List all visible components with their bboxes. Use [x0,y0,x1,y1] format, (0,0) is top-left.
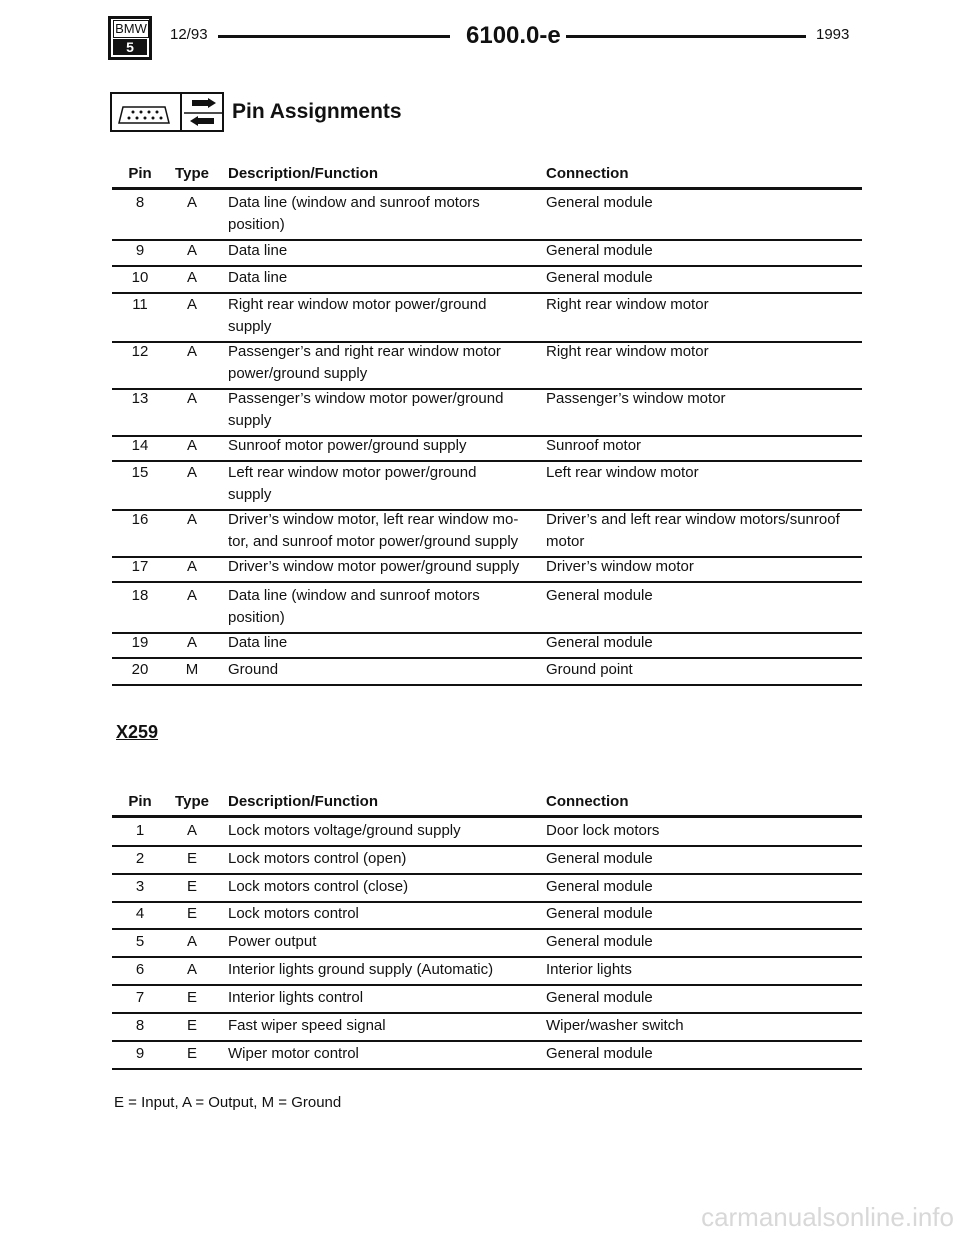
description-line: Left rear window motor power/ground [228,464,477,481]
pin-type: A [186,464,197,481]
connection-line: Sunroof motor [546,437,642,454]
connection-line: Right rear window motor [546,343,709,360]
connection-line: General module [546,905,653,922]
row-rule [112,1040,862,1042]
pin-type: E [186,905,197,922]
connector-plug-icon [113,95,179,131]
description-line: Fast wiper speed signal [228,1017,386,1034]
description-line: Driver’s window motor, left rear window mo- [228,511,519,528]
pin-direction-icon [184,95,224,131]
pin-number: 4 [135,905,145,922]
description-line: Data line [228,242,288,259]
pin-type: A [186,269,197,286]
row-rule [112,581,862,583]
pin-type: A [186,558,197,575]
column-header: Pin [128,793,152,810]
pin-number: 9 [135,1045,145,1062]
connector-symbol [110,92,224,132]
pin-type: E [186,878,197,895]
logo-top-text: BMW [113,20,149,38]
connection-line: General module [546,634,653,651]
pin-number: 19 [131,634,149,651]
pin-type: A [186,343,197,360]
description-line: Passenger’s and right rear window motor [228,343,501,360]
description-line: Interior lights control [228,989,364,1006]
pin-number: 16 [131,511,149,528]
connection-line: Wiper/washer switch [546,1017,684,1034]
header-date: 12/93 [170,26,208,43]
pin-type: E [186,1045,197,1062]
document-number: 6100.0-e [466,22,561,49]
connection-line: Interior lights [546,961,632,978]
connection-line: General module [546,878,653,895]
logo-bottom-text: 5 [113,39,147,55]
description-line: Passenger’s window motor power/ground [228,390,504,407]
column-header: Type [175,165,209,182]
connection-line: General module [546,587,653,604]
row-rule [112,657,862,659]
description-line: supply [228,486,272,503]
column-header: Connection [546,793,629,810]
header-year: 1993 [816,26,850,43]
pin-type: M [185,661,199,678]
connector-x259-label: X259 [116,722,159,742]
pin-number: 5 [135,933,145,950]
description-line: position) [228,609,285,626]
description-line: Wiper motor control [228,1045,359,1062]
pin-number: 11 [132,296,148,313]
watermark: carmanualsonline.info [701,1202,954,1232]
description-line: Lock motors control (close) [228,878,409,895]
column-header: Description/Function [228,165,378,182]
row-rule [112,265,862,267]
column-header: Type [175,793,209,810]
pin-type: A [186,437,197,454]
description-line: Ground [228,661,279,678]
pin-type: E [186,989,197,1006]
pin-number: 6 [135,961,145,978]
connection-line: Door lock motors [546,822,660,839]
pin-type: A [186,933,197,950]
connection-line: Driver’s window motor [546,558,694,575]
connection-line: Left rear window motor [546,464,699,481]
description-line: Data line [228,634,288,651]
description-line: power/ground supply [228,365,368,382]
description-line: Right rear window motor power/ground [228,296,487,313]
row-rule [112,684,862,686]
row-rule [112,956,862,958]
connection-line: motor [546,533,585,550]
connection-line: General module [546,269,653,286]
header-rule-left [218,35,450,38]
pin-number: 15 [131,464,149,481]
row-rule [112,292,862,294]
type-legend: E = Input, A = Output, M = Ground [114,1094,342,1111]
connection-line: General module [546,242,653,259]
connection-line: Driver’s and left rear window motors/sunroof [546,511,840,528]
description-line: tor, and sunroof motor power/ground supply [228,533,519,550]
description-line: Data line (window and sunroof motors [228,194,480,211]
description-line: Data line [228,269,288,286]
column-header: Description/Function [228,793,378,810]
connection-line: Passenger’s window motor [546,390,726,407]
connection-line: General module [546,1045,653,1062]
row-rule [112,239,862,241]
header-rule [112,187,862,190]
pin-type: E [186,850,197,867]
row-rule [112,460,862,462]
pin-number: 9 [135,242,145,259]
section-title: Pin Assignments [232,100,402,123]
connection-line: General module [546,933,653,950]
pin-number: 3 [135,878,145,895]
connector-symbol-divider [180,94,182,130]
pin-number: 18 [131,587,149,604]
pin-number: 8 [135,194,145,211]
description-line: Sunroof motor power/ground supply [228,437,467,454]
row-rule [112,901,862,903]
description-line: position) [228,216,285,233]
pin-type: A [186,390,197,407]
pin-number: 8 [135,1017,145,1034]
description-line: supply [228,412,272,429]
pin-number: 12 [131,343,149,360]
connection-line: Right rear window motor [546,296,709,313]
description-line: Data line (window and sunroof motors [228,587,480,604]
header-rule [112,815,862,818]
description-line: Lock motors control (open) [228,850,407,867]
pin-type: A [186,242,197,259]
pin-type: A [186,511,197,528]
pin-type: A [186,296,197,313]
row-rule [112,873,862,875]
pin-type: A [186,587,197,604]
row-rule [112,632,862,634]
pin-type: A [186,961,197,978]
row-rule [112,435,862,437]
pin-type: E [186,1017,197,1034]
pin-number: 2 [135,850,145,867]
row-rule [112,928,862,930]
pin-type: A [186,634,197,651]
description-line: Power output [228,933,317,950]
column-header: Connection [546,165,629,182]
description-line: Driver’s window motor power/ground supply [228,558,520,575]
description-line: Interior lights ground supply (Automatic) [228,961,494,978]
pin-number: 14 [131,437,149,454]
connection-line: General module [546,989,653,1006]
pin-type: A [186,822,197,839]
pin-number: 20 [131,661,149,678]
row-rule [112,1012,862,1014]
row-rule [112,845,862,847]
connection-line: General module [546,194,653,211]
bmw-5-logo [108,16,152,60]
description-line: Lock motors voltage/ground supply [228,822,461,839]
column-header: Pin [128,165,152,182]
pin-number: 1 [135,822,145,839]
row-rule [112,1068,862,1070]
pin-number: 13 [131,390,149,407]
pin-number: 7 [135,989,145,1006]
pin-type: A [186,194,197,211]
description-line: supply [228,318,272,335]
description-line: Lock motors control [228,905,359,922]
connection-line: Ground point [546,661,633,678]
row-rule [112,984,862,986]
pin-number: 17 [131,558,149,575]
header-rule-right [566,35,806,38]
pin-number: 10 [131,269,149,286]
connection-line: General module [546,850,653,867]
